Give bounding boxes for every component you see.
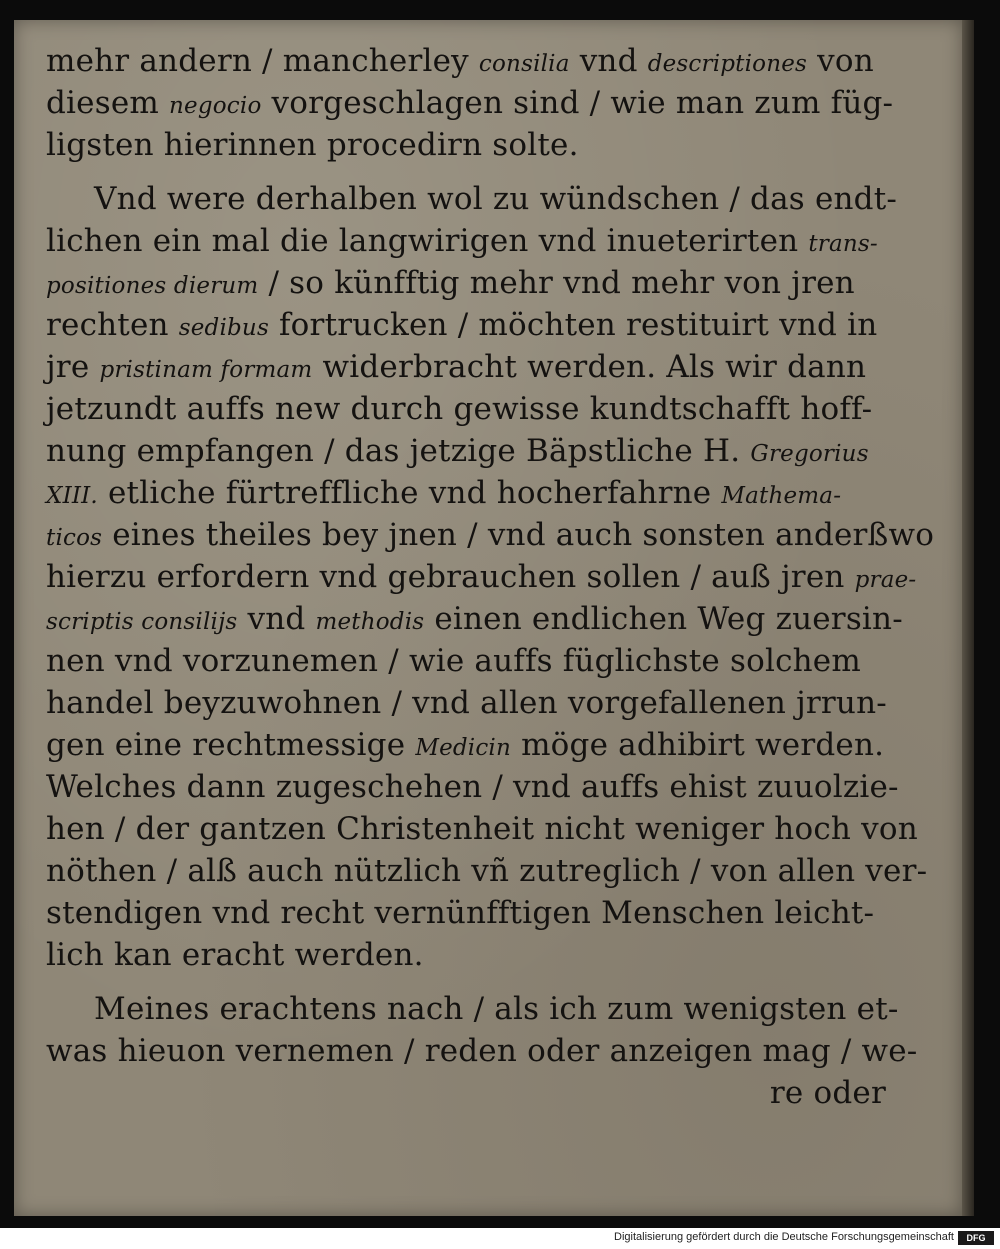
text-line-13: hierzu erfordern vnd gebrauchen sollen / auß jren prae- — [46, 559, 917, 595]
text-line-14: scriptis consilijs vnd methodis einen endlichen Weg zuersin- — [46, 601, 903, 637]
text-line-12: ticos eines theiles bey jnen / vnd auch sonsten anderßwo — [46, 517, 935, 553]
text-line-21: stendigen vnd recht vernünfftigen Menschen leicht- — [46, 895, 875, 931]
text-line-6: positiones dierum / so künfftig mehr vnd mehr von jren — [46, 265, 855, 301]
text-line-9: jetzundt auffs new durch gewisse kundtschafft hoff- — [46, 391, 873, 427]
funding-credit: Digitalisierung gefördert durch die Deutsche Forschungsgemeinschaft — [614, 1231, 954, 1243]
text-line-15: nen vnd vorzunemen / wie auffs füglichste solchem — [46, 643, 861, 679]
text-line-18: Welches dann zugeschehen / vnd auffs ehist zuuolzie- — [46, 769, 899, 805]
dfg-logo: DFG — [958, 1231, 994, 1245]
text-line-23: Meines erachtens nach / als ich zum wenigsten et- — [94, 991, 899, 1027]
text-line-8: jre pristinam formam widerbracht werden. Als wir dann — [46, 349, 867, 385]
text-line-19: hen / der gantzen Christenheit nicht weniger hoch von — [46, 811, 918, 847]
text-line-17: gen eine rechtmessige Medicin möge adhibirt werden. — [46, 727, 885, 763]
text-line-22: lich kan eracht werden. — [46, 937, 424, 973]
footer-bar — [0, 1228, 1000, 1249]
text-line-24: was hieuon vernemen / reden oder anzeigen mag / we- — [46, 1033, 918, 1069]
text-line-11: XIII. etliche fürtreffliche vnd hocherfahrne Mathema- — [46, 475, 842, 511]
text-line-7: rechten sedibus fortrucken / möchten restituirt vnd in — [46, 307, 878, 343]
text-line-1: mehr andern / mancherley consilia vnd descriptiones von — [46, 43, 874, 79]
text-line-2: diesem negocio vorgeschlagen sind / wie man zum füg- — [46, 85, 894, 121]
body-text — [46, 40, 935, 1114]
text-line-4: Vnd were derhalben wol zu wündschen / das endt- — [94, 181, 898, 217]
text-line-10: nung empfangen / das jetzige Bäpstliche H. Gregorius — [46, 433, 869, 469]
page-edge — [962, 20, 974, 1216]
text-line-20: nöthen / alß auch nützlich vñ zutreglich / von allen ver- — [46, 853, 928, 889]
catchword-line: re oder — [769, 1075, 886, 1111]
text-line-16: handel beyzuwohnen / vnd allen vorgefallenen jrrun- — [46, 685, 887, 721]
text-line-3: ligsten hierinnen procedirn solte. — [46, 127, 579, 163]
text-line-5: lichen ein mal die langwirigen vnd inueterirten trans- — [46, 223, 878, 259]
